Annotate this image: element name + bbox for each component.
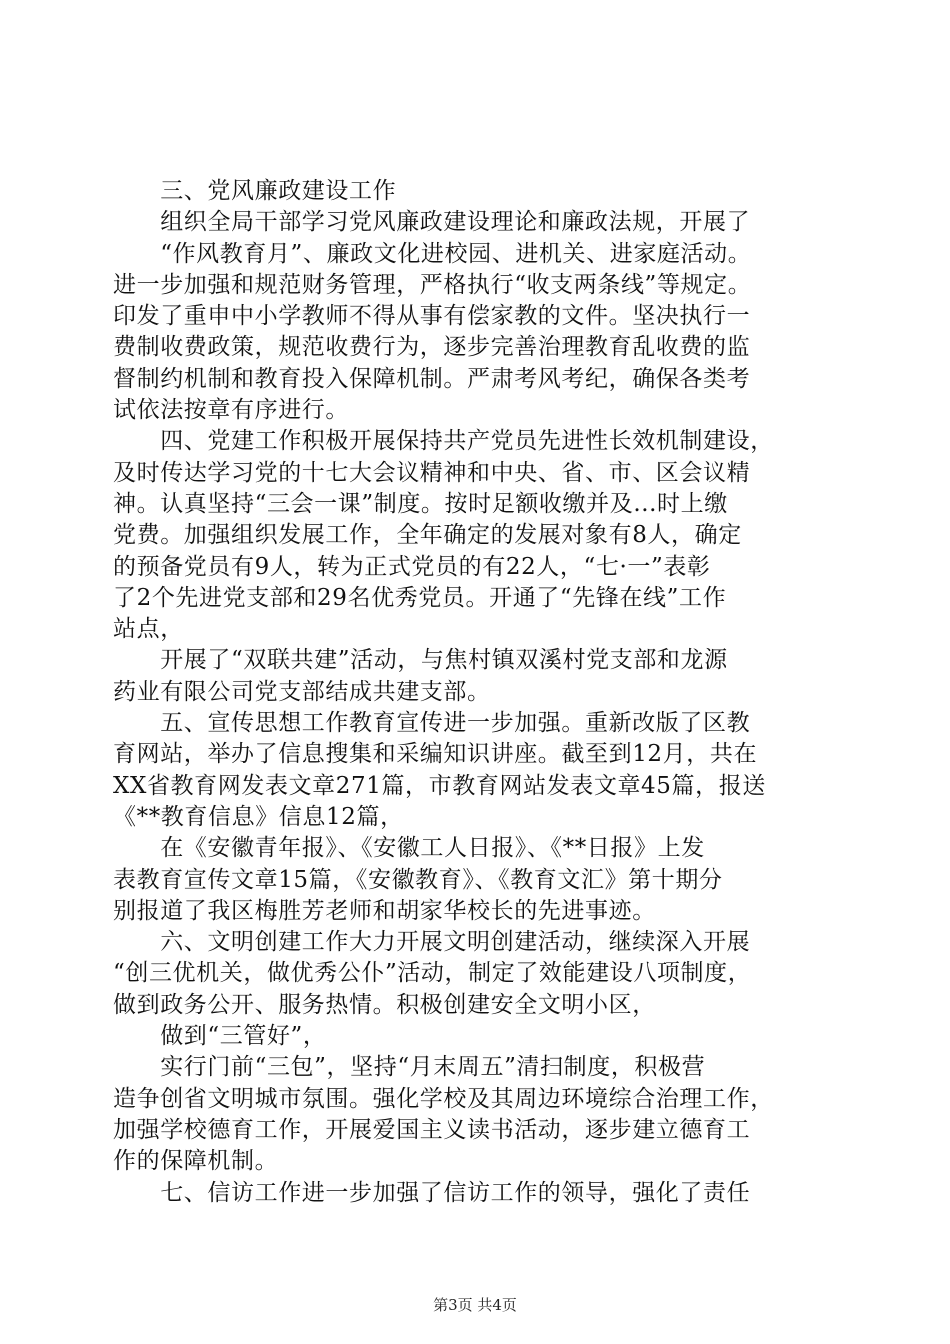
text-line: “创三优机关，做优秀公仆”活动，制定了效能建设八项制度， bbox=[113, 960, 752, 987]
text-line: 党费。加强组织发展工作，全年确定的发展对象有8人，确定 bbox=[113, 522, 742, 549]
text-line: XX省教育网发表文章271篇，市教育网站发表文章45篇，报送 bbox=[113, 772, 766, 799]
text-line: 印发了重申中小学教师不得从事有偿家教的文件。坚决执行一 bbox=[113, 303, 751, 330]
text-line: 六、文明创建工作大力开展文明创建活动，继续深入开展 bbox=[113, 929, 751, 956]
text-line: 四、党建工作积极开展保持共产党员先进性长效机制建设， bbox=[113, 428, 774, 455]
text-line: 神。认真坚持“三会一课”制度。按时足额收缴并及...时上缴 bbox=[113, 490, 728, 517]
text-line: 表教育宣传文章15篇，《安徽教育》、《教育文汇》第十期分 bbox=[113, 866, 723, 893]
text-line: 站点， bbox=[113, 616, 184, 643]
text-line: 作的保障机制。 bbox=[113, 1148, 279, 1175]
document-body bbox=[113, 176, 843, 1209]
text-line: 试依法按章有序进行。 bbox=[113, 397, 349, 424]
text-line: 七、信访工作进一步加强了信访工作的领导，强化了责任 bbox=[113, 1179, 751, 1206]
text-line: 《**教育信息》信息12篇， bbox=[113, 803, 404, 830]
text-line: 五、宣传思想工作教育宣传进一步加强。重新改版了区教 bbox=[113, 710, 751, 737]
text-line: 药业有限公司党支部结成共建支部。 bbox=[113, 678, 491, 705]
text-line: 做到政务公开、服务热情。积极创建安全文明小区， bbox=[113, 991, 656, 1018]
text-line: 的预备党员有9人，转为正式党员的有22人，“七·一”表彰 bbox=[113, 553, 711, 580]
text-line: 实行门前“三包”，坚持“月末周五”清扫制度，积极营 bbox=[113, 1054, 706, 1081]
text-line: 做到“三管好”， bbox=[113, 1023, 327, 1050]
text-line: 进一步加强和规范财务管理，严格执行“收支两条线”等规定。 bbox=[113, 271, 752, 298]
text-line: 组织全局干部学习党风廉政建设理论和廉政法规，开展了 bbox=[113, 209, 751, 236]
text-line: 在《安徽青年报》、《安徽工人日报》、《**日报》上发 bbox=[113, 835, 705, 862]
text-line: 加强学校德育工作，开展爱国主义读书活动，逐步建立德育工 bbox=[113, 1116, 751, 1143]
text-line: “作风教育月”、廉政文化进校园、进机关、进家庭活动。 bbox=[113, 240, 752, 267]
page-footer: 第3页 共4页 bbox=[433, 1296, 517, 1314]
text-line: 费制收费政策，规范收费行为，逐步完善治理教育乱收费的监 bbox=[113, 334, 751, 361]
text-line: 督制约机制和教育投入保障机制。严肃考风考纪，确保各类考 bbox=[113, 365, 751, 392]
text-line: 别报道了我区梅胜芳老师和胡家华校长的先进事迹。 bbox=[113, 897, 656, 924]
text-line: 造争创省文明城市氛围。强化学校及其周边环境综合治理工作， bbox=[113, 1085, 774, 1112]
text-line: 三、党风廉政建设工作 bbox=[113, 178, 397, 204]
text-line: 育网站，举办了信息搜集和采编知识讲座。截至到12月，共在 bbox=[113, 741, 758, 768]
text-line: 开展了“双联共建”活动，与焦村镇双溪村党支部和龙源 bbox=[113, 647, 728, 674]
text-line: 了2个先进党支部和29名优秀党员。开通了“先锋在线”工作 bbox=[113, 584, 727, 611]
text-line: 及时传达学习党的十七大会议精神和中央、省、市、区会议精 bbox=[113, 459, 751, 486]
